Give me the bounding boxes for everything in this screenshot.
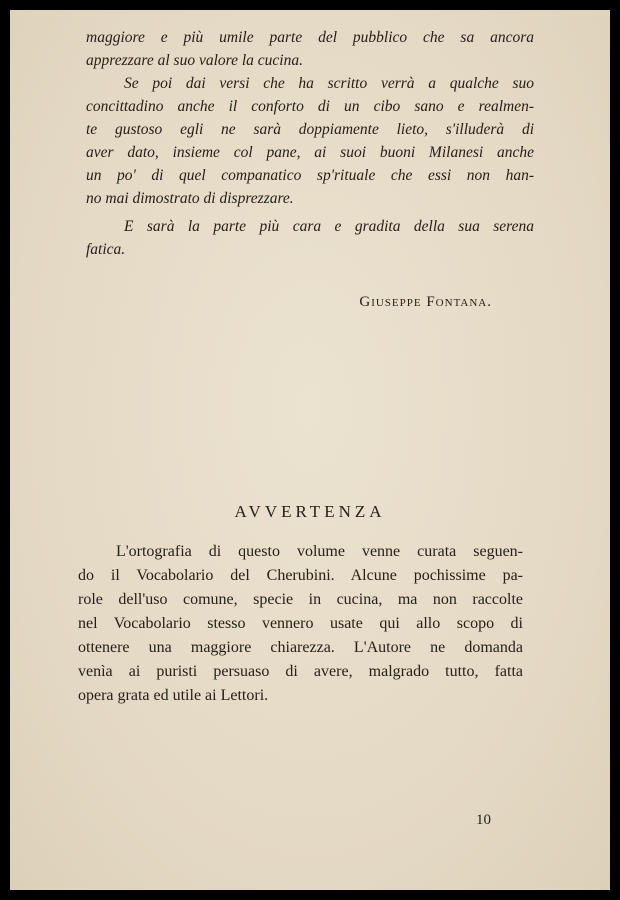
notice-line: opera grata ed utile ai Lettori. xyxy=(78,687,269,704)
section-heading: AVVERTENZA xyxy=(234,502,386,521)
preface-line: fatica. xyxy=(86,241,126,258)
preface-line: aver dato, insieme col pane, ai suoi buoni Milanesi anche xyxy=(86,144,534,161)
author-signature: Giuseppe Fontana. xyxy=(359,294,492,310)
notice-line: role dell'uso comune, specie in cucina, ma non raccolte xyxy=(78,591,523,608)
preface-line: no mai dimostrato di disprezzare. xyxy=(86,190,294,207)
notice-line: nel Vocabolario stesso vennero usate qui allo scopo di xyxy=(78,615,523,632)
preface-line: concittadino anche il conforto di un cibo sano e realmen- xyxy=(86,98,534,115)
preface-line: Se poi dai versi che ha scritto verrà a qualche suo xyxy=(124,75,534,92)
notice-line: venìa ai puristi persuaso di avere, malgrado tutto, fatta xyxy=(78,663,523,680)
preface-line: E sarà la parte più cara e gradita della sua serena xyxy=(124,218,534,235)
notice-line: ottenere una maggiore chiarezza. L'Autore ne domanda xyxy=(78,639,523,656)
preface-line: maggiore e più umile parte del pubblico che sa ancora xyxy=(86,29,534,46)
page-number: 10 xyxy=(476,812,491,828)
notice-line: do il Vocabolario del Cherubini. Alcune pochissime pa- xyxy=(78,567,523,584)
notice-line: L'ortografia di questo volume venne curata seguen- xyxy=(116,543,523,560)
preface-line: te gustoso egli ne sarà doppiamente lieto, s'illuderà di xyxy=(86,121,534,138)
preface-line: un po' di quel companatico sp'rituale che essi non han- xyxy=(86,167,534,184)
preface-line: apprezzare al suo valore la cucina. xyxy=(86,52,303,69)
book-page xyxy=(10,10,610,890)
